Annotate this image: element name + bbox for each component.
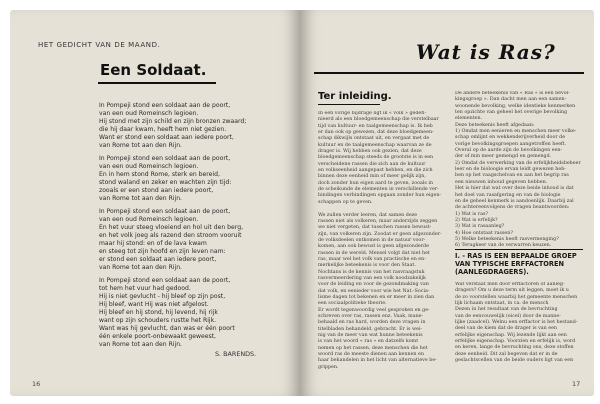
text-line: nieerd als een bloedgemeenschap die verstelbaar	[318, 117, 439, 123]
text-line: dragers? Om u deze term uit leggen, moet ik u	[455, 288, 569, 294]
text-line: We zullen verder leeren, dat samen deze	[318, 212, 418, 218]
text-line: en keren, lange de bevruchting ons, deze stoffen	[455, 345, 574, 351]
text-line: der of min meer gemengd en gemengd.	[455, 154, 552, 160]
title-rule	[314, 72, 584, 74]
text-line: lijke (zaadcel). Welnu een erffactor is het bestand-	[455, 320, 578, 326]
text-line: geslachtscellen van de beide ouders ligt van een	[455, 358, 574, 364]
left-page	[10, 10, 300, 396]
text-line: bloedgemeenschap steeds de grootste is in een	[318, 155, 434, 161]
text-line: een sociaalpolitieke theorie.	[318, 301, 387, 307]
box-heading: I. - RAS IS EEN BEPAALDE GROEP VAN TYPISCHE ERFFACTOREN (AANLEGDRAGERS).	[455, 252, 577, 276]
text-line: van de eenvouwelijk (eicel) door de manne-	[455, 313, 561, 319]
text-line: drager is. Wij hebben ook gezien, dat deze	[318, 149, 422, 155]
text-line: een nieuwen inhoud gegeven hebben.	[455, 179, 548, 185]
text-line: In een vorige bijdrage ligt ik « volk » gedefi-	[318, 111, 427, 116]
text-line: elementen.	[455, 116, 483, 122]
poem-line: In Pompeji stond een soldaat aan de poort,	[99, 155, 231, 162]
poem-line: van Rome tot aan den Rijn.	[99, 264, 182, 271]
text-line: 1) Wat is ras?	[455, 211, 488, 217]
poem-line: er stond een soldaat aan iedere poort,	[99, 256, 217, 263]
section-underline	[318, 104, 380, 105]
poem-line: Hij bleef en hij stond, hij levend, hij rijk	[99, 309, 218, 316]
text-line: schap dikwijls ontstaat uit, en vergaat met de	[318, 136, 430, 142]
text-line: woord ras de meeste dienen aan kennen en	[318, 352, 424, 358]
text-line: 2) Omdat de verwerking van de erfelijkheidsbeheer	[455, 160, 581, 166]
poem-line: van een oud Romeinsch legioen.	[99, 216, 199, 223]
page-number-left: 16	[32, 380, 41, 388]
text-line: Het is hier dat wat over deze beide inhoud is dat	[455, 186, 574, 192]
poem-line: één enkele poort-onbewaakt geweest,	[99, 333, 216, 340]
text-line: kingsgroep ». Dan dacht men aan een samen-	[455, 97, 567, 103]
text-line: verscheidene rassen die zich aan de kultuur	[318, 161, 426, 167]
text-line: deze eenheid. Dit zal begeven dat er in de	[455, 351, 558, 357]
text-line: en volkseenheid aangepast hebben, en die zich	[318, 168, 433, 174]
poem-line: In Pompeji stond een soldaat aan de poort,	[99, 208, 231, 215]
text-line: grippen.	[318, 364, 339, 370]
text-line: de volksdeelen ontkomen in de natuur voor-	[318, 237, 426, 243]
poem-line: Want er stond een soldaat aan iedere poort,	[99, 134, 234, 141]
text-line: Wat verstaat men door erffactoren of aanleg-	[455, 282, 565, 287]
poem-line: en steeg tot zijn hoofd en zijn leven nam:	[99, 248, 226, 255]
text-line: er dan ook op gewezen, dat deze bloedgemeen-	[318, 130, 434, 136]
text-line: Overal op de aarde zijn de bevolkingen een-	[455, 148, 563, 154]
poem-line: van een oud Romeinsch legioen.	[99, 163, 199, 170]
text-line: woonende bevolking, welke identieke kenmerken	[455, 103, 576, 109]
poem-line: zooals er een stond aan iedere poort,	[99, 187, 214, 194]
text-line: lisme dagen tot bekenen en er meer in zien dan	[318, 294, 435, 300]
text-line: haar behandelen in het licht van alternatieve be-	[318, 358, 437, 364]
poem-line: En in hem stond Rome, sterk en bereid,	[99, 171, 220, 178]
poem-author: S. BARENDS.	[215, 350, 257, 358]
text-line: nig van de meer van wat hunne beteekenis	[318, 333, 423, 339]
poem-line: In Pompeji stond een soldaat aan de poort,	[99, 277, 231, 284]
text-line: bindingen verbindingen opgaan zonder hun eigen-	[318, 193, 442, 199]
text-line: 3) Wat is rasaanleg?	[455, 224, 505, 230]
text-line: de zo voorstellen waarbij het gemeente menschen	[455, 294, 578, 300]
text-line: ras, maar wel het volk van practische en en-	[318, 256, 426, 262]
text-line: erfelijke eigenschap. Voorzien en erfelijk is, word	[455, 339, 576, 345]
text-line: behaald en ras hard, worden deze vragen in	[318, 320, 426, 326]
poem-line: die hij daar kwam, heeft hem niet gezien.	[99, 126, 227, 133]
poem-line: van Rome tot aan den Rijn.	[99, 195, 182, 202]
poem-line: van Rome tot aan den Rijn.	[99, 341, 182, 348]
text-line: De andere beteekenis van « Ras » is een bevol-	[455, 91, 570, 96]
right-page	[300, 10, 594, 396]
text-line: het doel van rasafgering en van de biologie	[455, 192, 561, 198]
poem-line: In Pompeji stond een soldaat aan de poort,	[99, 102, 231, 109]
poem-line: Want was hij gevlucht, dan was er één poort	[99, 325, 235, 332]
text-line: rassen niet als volkeren, maar anderzijds zeggen	[318, 218, 438, 224]
poem-line: maar hij stond: en of de lava kwam	[99, 240, 207, 247]
text-line: zijn, van volkeren zijn. Zoodat er geen afgezonder-	[318, 231, 442, 237]
text-line: dat volk, en eenieder voor wie het Nat.-Socia-	[318, 288, 430, 294]
text-line: is van het woord « ras » en datzelfs komt	[318, 339, 419, 345]
poem-line: stond waland en zeker en wachten zijn tijd:	[99, 179, 232, 186]
text-line: binnen deze eenheid min of meer gelijk zijn,	[318, 174, 426, 180]
text-line: kultuur en de taalgemeenschap waarvan ze de	[318, 142, 432, 148]
page-number-right: 17	[572, 380, 581, 388]
text-line: doch zonder hun eigen aard te geven, zooals in	[318, 180, 433, 186]
poem-line: tot hem het vuur had gedood.	[99, 285, 191, 292]
text-line: 4) Hoe ontstaat rassen?	[455, 230, 513, 236]
text-line: Nochtans is de kennis van het rasvraagstuk	[318, 269, 425, 275]
text-line: ben op het vaagschelvan en aan het begrip ras	[455, 173, 569, 179]
text-line: 2) Wat is erfelijk?	[455, 217, 498, 223]
text-line: Dezen in het resultaat van de bevruchting	[455, 307, 558, 313]
poem-line: Hij bleef, want Hij was niet afgelost.	[99, 301, 209, 308]
text-line: komen, aan ook bewust is geen afgezonderde	[318, 244, 429, 250]
text-line: erfelijke eigenschap. Wij lezende lijkt aan een	[455, 332, 567, 338]
poem-line: van een oud Romeinsch legioen.	[99, 110, 199, 117]
poem-line: Hij stond met zijn schild en zijn bronzen zwaard;	[99, 118, 247, 125]
text-line: schappen op te geven.	[318, 199, 373, 205]
text-line: nemen op het rassen, deze menschen die het	[318, 345, 428, 351]
title-underline	[98, 82, 216, 84]
text-line: we niet vergeten, dat tusschen rassen bewust-	[318, 225, 432, 231]
open-book	[10, 10, 594, 396]
text-line: voor de leiding en voor de gezondmaking van	[318, 282, 429, 288]
text-line: 6) Terugkeer van de verwarren keuzen.	[455, 243, 552, 249]
poem-line: want op zijn schouders rustte het Rijk.	[99, 317, 217, 324]
text-line: Er wordt tegenwoordig veel gesproken en ge-	[318, 307, 430, 313]
text-line: tijd van kultuur- en taalgemeenschap is. Ik heb	[318, 123, 433, 129]
article-title: Wat is Ras?	[416, 40, 556, 64]
text-line: vorige bevolkingsgroepen aangetroffen heeft.	[455, 141, 567, 147]
box-text	[455, 282, 585, 364]
text-line: 1) Omdat men eenieren en menschen meer volke-	[455, 129, 577, 135]
text-line: 5) Welke beteekenis heeft rasvermenging?	[455, 236, 559, 242]
text-line: schreven over ras, rassen enz. Vaak, mane-	[318, 314, 424, 319]
text-line: ten opzichte van geheel het overige bevolking	[455, 110, 568, 116]
poem-line: Hij is niet gevlucht - hij bleef op zijn post,	[99, 293, 226, 300]
text-line: rassen in de wereld. Mensel volgt dat niet het	[318, 250, 430, 256]
text-line: lijk lichaam ontstaat, in ca. de mensch	[455, 301, 549, 307]
text-line: merkelijke beteekenis is voor den Staat.	[318, 263, 416, 269]
section-heading: Ter inleiding.	[318, 91, 392, 102]
text-line: Deze beteekenis heeft afgedaan:	[455, 122, 535, 128]
poem-line: van Rome tot aan den Rijn.	[99, 142, 182, 149]
text-line: rasvermeerdering van een volk noodzakelijk	[318, 275, 426, 281]
text-line: schap omlijnt en wekkenderijverheid door de	[455, 135, 566, 141]
poem-title: Een Soldaat.	[100, 61, 207, 79]
text-line: deel van de kiem dat de drager is van een	[455, 326, 558, 332]
right-column-text	[455, 91, 585, 250]
text-line: titelbladen behandeld, gebracht. Er is wei-	[318, 326, 423, 332]
poem-line: En het vuur steeg vloeiend en hol uit den berg,	[99, 224, 244, 231]
text-line: en de geheel kenmerk is aandoenlijk. Daarbij zal	[455, 198, 574, 204]
left-column-text	[318, 111, 448, 371]
text-line: de achtereenvolgens de vragen beantwoorden:	[455, 205, 570, 211]
running-head: HET GEDICHT VAN DE MAAND.	[38, 41, 161, 49]
box-rule	[455, 249, 583, 250]
text-line: leer en de bioloogie ervan leidt gewezen heb-	[455, 167, 566, 173]
poem-line: en het volk joeg als razend den stroom vooruit	[99, 232, 242, 239]
text-line: de scheikunde de elementen in verschillende ver-	[318, 187, 439, 193]
